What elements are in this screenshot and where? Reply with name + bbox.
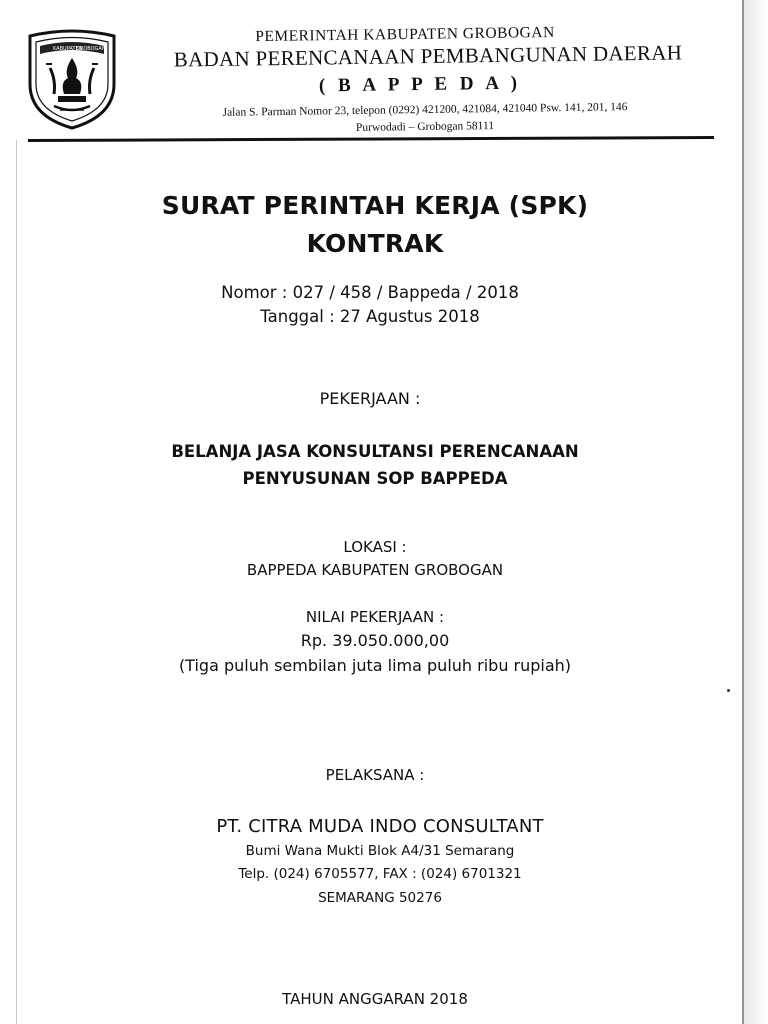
grobogan-regency-emblem-icon (20, 24, 124, 132)
logo-text-left: KABUPATEN (53, 46, 83, 52)
letterhead-government: PEMERINTAH KABUPATEN GROBOGAN (255, 23, 555, 46)
contractor-label: PELAKSANA : (325, 766, 425, 784)
letterhead-divider (28, 136, 714, 142)
contract-value-words: (Tiga puluh sembilan juta lima puluh ribu rupiah) (178, 656, 572, 675)
document-number: Nomor : 027 / 458 / Bappeda / 2018 (221, 283, 519, 302)
scan-speck (727, 689, 730, 692)
letterhead-agency: BADAN PERENCANAAN PEMBANGUNAN DAERAH (173, 40, 683, 72)
work-label: PEKERJAAN : (319, 389, 421, 408)
document-date: Tanggal : 27 Agustus 2018 (260, 307, 480, 326)
logo-text-right: GROBOGAN (76, 46, 106, 52)
contract-value-amount: Rp. 39.050.000,00 (300, 631, 450, 650)
fiscal-year: TAHUN ANGGARAN 2018 (282, 990, 468, 1008)
letterhead-city: Purwodadi – Grobogan 58111 (355, 120, 495, 134)
contractor-address: Bumi Wana Mukti Blok A4/31 Semarang (245, 843, 515, 859)
location-label: LOKASI : (343, 538, 407, 556)
paper-right-shadow (744, 0, 768, 1024)
contractor-phone: Telp. (024) 6705577, FAX : (024) 6701321 (238, 866, 522, 882)
paper-left-edge (16, 140, 17, 1024)
work-description-line2: PENYUSUNAN SOP BAPPEDA (242, 469, 508, 488)
letterhead-address: Jalan S. Parman Nomor 23, telepon (0292) 421200, 421084, 421040 Psw. 141, 201, 146 (222, 101, 628, 119)
contractor-name: PT. CITRA MUDA INDO CONSULTANT (216, 816, 544, 837)
contract-value-label: NILAI PEKERJAAN : (305, 608, 445, 626)
contractor-city: SEMARANG 50276 (318, 890, 442, 906)
document-title: SURAT PERINTAH KERJA (SPK) (161, 191, 589, 220)
paper-right-edge (742, 0, 744, 1024)
location-value: BAPPEDA KABUPATEN GROBOGAN (246, 561, 504, 579)
work-description-line1: BELANJA JASA KONSULTANSI PERENCANAAN (171, 442, 579, 461)
document-subtitle: KONTRAK (306, 229, 444, 258)
letterhead-acronym: ( B A P P E D A ) (318, 72, 522, 97)
